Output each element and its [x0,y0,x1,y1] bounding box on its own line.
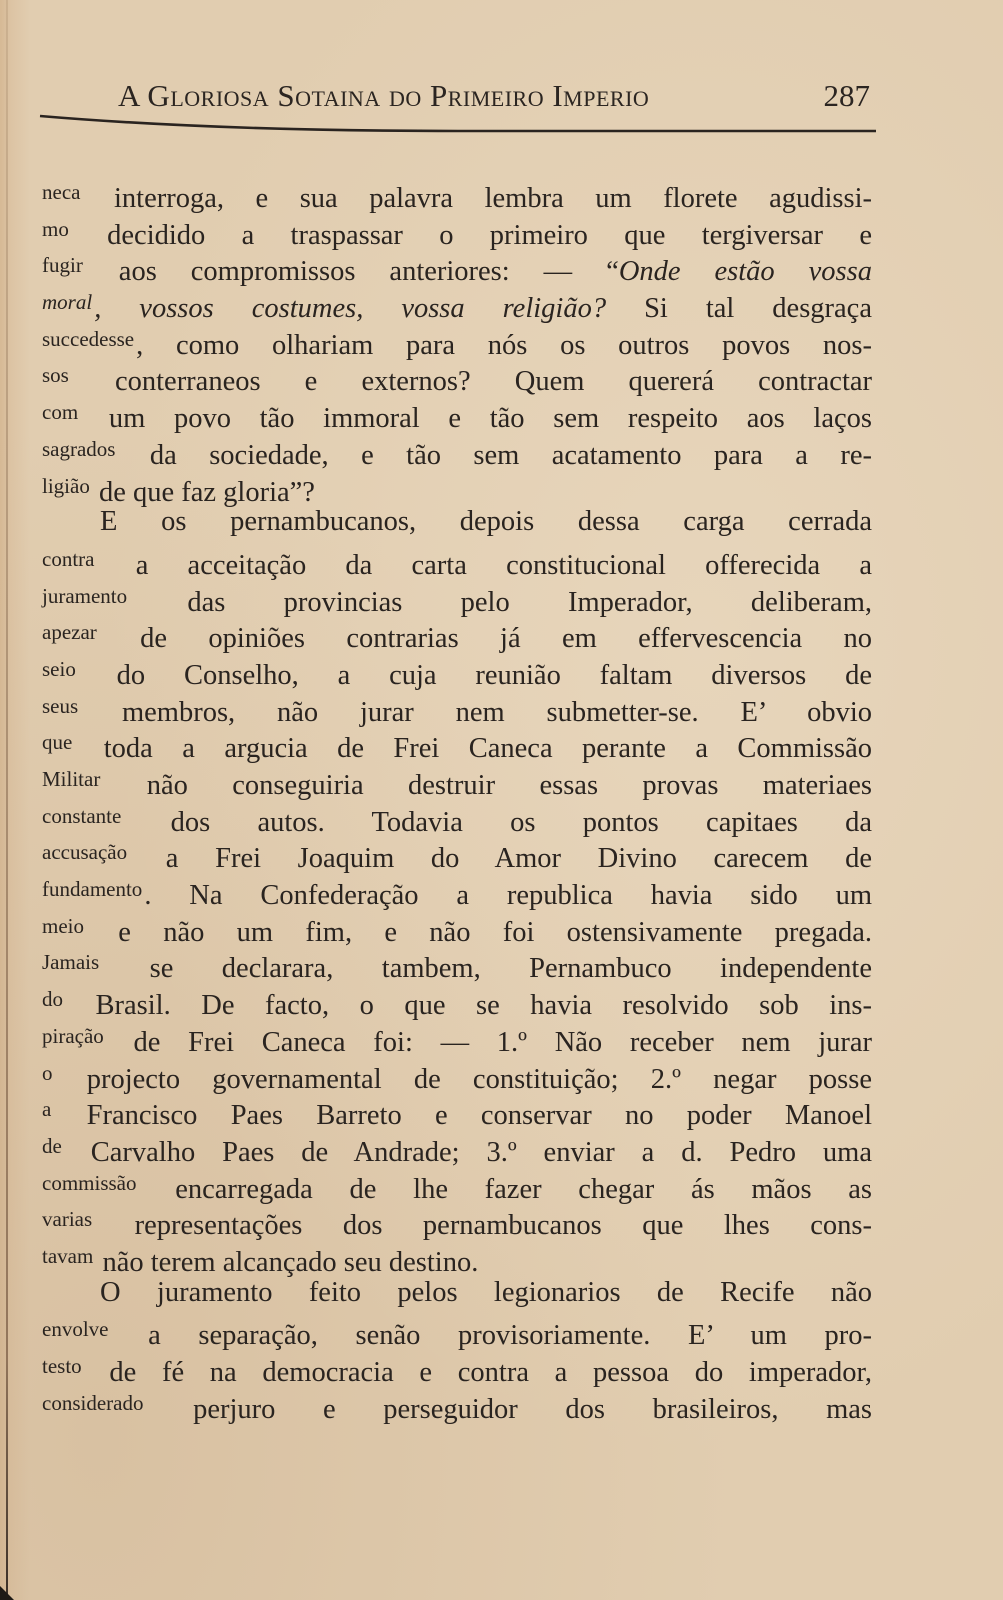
gutter-curled-syllable: fundamento [42,877,143,902]
gutter-curled-syllable: testo [42,1354,82,1378]
text-line: $^{do}$ Brasil. De facto, o que se havia resolvido sob ins- [42,987,872,1022]
body-text [42,174,872,1425]
gutter-curled-syllable: seus [42,693,79,718]
text-line: O juramento feito pelos legionarios de Recife não [100,1276,872,1308]
text-line: $^{succedesse}$, como olhariam para nós os outros povos nos- [42,326,872,361]
gutter-curled-syllable: Jamais [42,950,100,975]
text-line: $^{fundamento}$. Na Confederação a republica havia sido um [42,877,872,912]
gutter-curled-syllable: apezar [42,620,97,645]
gutter-curled-syllable: considerado [42,1390,144,1415]
gutter-curled-syllable: o [42,1060,53,1085]
text-line: $^{contra}$ a acceitação da carta constitucional offerecida a [42,546,872,581]
gutter-curled-syllable: varias [42,1207,93,1232]
gutter-curled-syllable: tavam [42,1243,94,1268]
page-number: 287 [823,78,870,113]
header-rule [38,112,878,142]
paragraph [42,504,872,1278]
italic-quote: , vossos costumes, vossa religião? [94,293,607,325]
gutter-curled-syllable: succedesse [42,326,135,351]
gutter-curled-syllable: fugir [42,253,83,278]
text-line: $^{mo}$ decidido a traspassar o primeiro que tergiversar e [42,216,872,251]
text-line: $^{que}$ toda a argucia de Frei Caneca perante a Commissão [42,730,872,765]
gutter-curled-syllable: piração [42,1023,104,1048]
text-line: $^{envolve}$ a separação, senão provisoriamente. E’ um pro- [42,1317,872,1352]
gutter-curled-syllable: moral [42,290,93,315]
gutter-curled-syllable: commissão [42,1170,137,1195]
gutter-curled-syllable: constante [42,803,122,828]
text-line: $^{juramento}$ das provincias pelo Imperador, deliberam, [42,583,872,618]
text-line: $^{varias}$ representações dos pernambucanos que lhes cons- [42,1207,872,1242]
gutter-curled-syllable: seio [42,656,76,681]
gutter-curled-syllable: de [42,1133,62,1158]
gutter-curled-syllable: meio [42,913,84,938]
gutter-curled-syllable: Militar [42,767,101,791]
text-line: $^{apezar}$ de opiniões contrarias já em effervescencia no [42,620,872,655]
gutter-curled-syllable: neca [42,180,81,204]
text-line: $^{ligião}$ de que faz gloria”? [42,473,315,508]
text-line: E os pernambucanos, depois dessa carga cerrada [100,506,872,538]
gutter-curled-syllable: a [42,1097,52,1122]
text-line: $^{seus}$ membros, não jurar nem submetter-se. E’ obvio [42,693,872,728]
page-spine-edge [6,0,8,1600]
text-line: $^{tavam}$ não terem alcançado seu destino. [42,1243,479,1278]
gutter-curled-syllable: envolve [42,1317,109,1342]
text-line: $^{fugir}$ aos compromissos anteriores: — “Onde estão vossa [42,253,872,288]
page-corner-shadow [0,1586,14,1600]
gutter-curled-syllable: do [42,987,63,1012]
gutter-curled-syllable: que [42,730,73,755]
text-line: $^{commissão}$ encarregada de lhe fazer chegar ás mãos as [42,1170,872,1205]
text-line: $^{sagrados}$ da sociedade, e tão sem acatamento para a re- [42,436,872,471]
gutter-curled-syllable: contra [42,546,95,571]
gutter-curled-syllable: accusação [42,840,128,865]
gutter-curled-syllable: ligião [42,473,90,498]
gutter-curled-syllable: sos [42,363,69,388]
gutter-curled-syllable: mo [42,216,69,241]
text-line: $^{Jamais}$ se declarara, tambem, Pernambuco independente [42,950,872,985]
text-line: $^{meio}$ e não um fim, e não foi ostensivamente pregada. [42,913,872,948]
text-line: $^{constante}$ dos autos. Todavia os pontos capitaes da [42,803,872,838]
text-line: $^{com}$ um povo tão immoral e tão sem respeito aos laços [42,400,872,435]
running-title: A Gloriosa Sotaina do Primeiro Imperio [118,78,650,113]
text-line: $^{sos}$ conterraneos e externos? Quem quererá contractar [42,363,872,398]
paragraph [42,174,872,508]
text-line: $^{Militar}$ não conseguiria destruir essas provas materiaes [42,767,872,801]
text-line: $^{considerado}$ perjuro e perseguidor dos brasileiros, mas [42,1390,872,1425]
gutter-curled-syllable: com [42,400,79,425]
italic-quote: Onde estão vossa [618,256,872,288]
text-line: $^a$ Francisco Paes Barreto e conservar no poder Manoel [42,1097,872,1132]
text-line: $^{neca}$ interroga, e sua palavra lembra um florete agudissi- [42,180,872,214]
text-line: $^{testo}$ de fé na democracia e contra a pessoa do imperador, [42,1354,872,1388]
text-line: $^o$ projecto governamental de constituição; 2.º negar posse [42,1060,872,1095]
text-line: $^{moral}$, vossos costumes, vossa religião? Si tal desgraça [42,290,872,325]
paragraph [42,1275,872,1425]
text-line: $^{piração}$ de Frei Caneca foi: — 1.º Não receber nem jurar [42,1023,872,1058]
gutter-curled-syllable: sagrados [42,436,116,461]
text-line: $^{de}$ Carvalho Paes de Andrade; 3.º enviar a d. Pedro uma [42,1133,872,1168]
text-line: $^{seio}$ do Conselho, a cuja reunião faltam diversos de [42,656,872,691]
gutter-curled-syllable: juramento [42,583,128,608]
text-line: $^{accusação}$ a Frei Joaquim do Amor Divino carecem de [42,840,872,875]
